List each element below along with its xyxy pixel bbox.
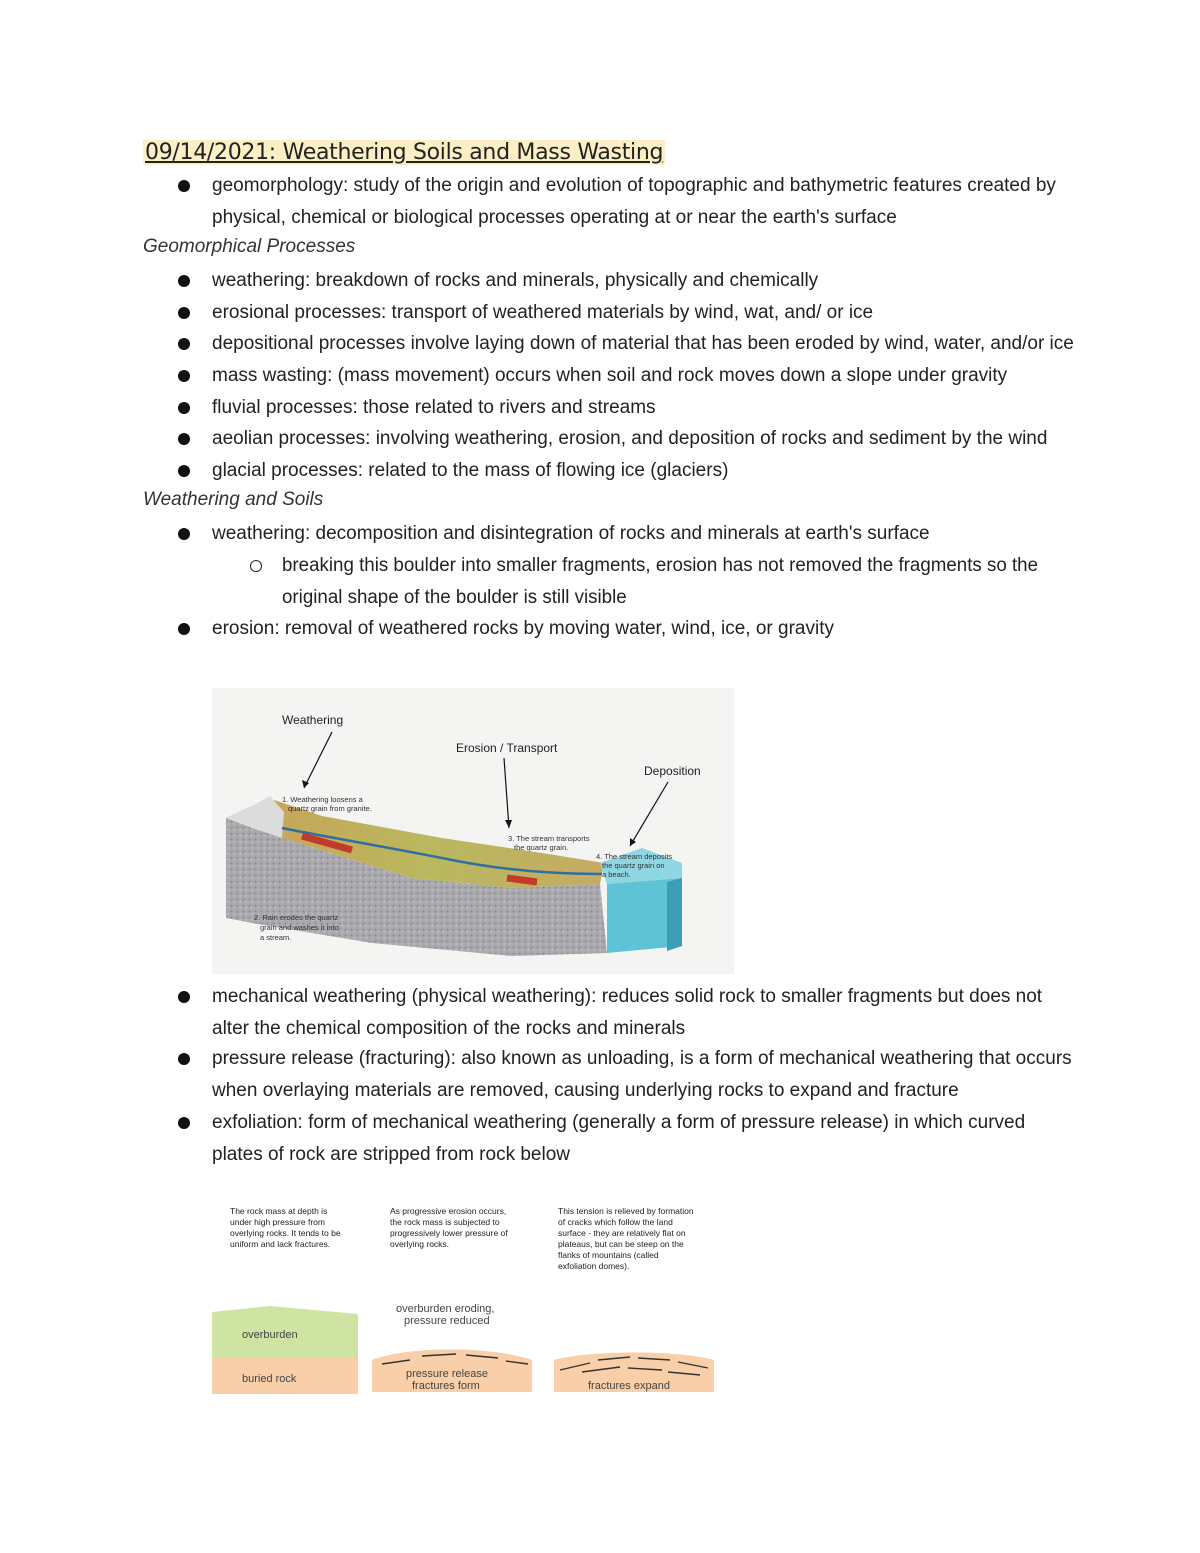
caption2-line1: As progressive erosion occurs, bbox=[390, 1206, 507, 1216]
bullet-text: glacial processes: related to the mass of flowing ice (glaciers) bbox=[212, 460, 729, 481]
sub-bullet-circle bbox=[250, 560, 262, 572]
caption1-line1: The rock mass at depth is bbox=[230, 1206, 328, 1216]
label-overburden-eroding-1: overburden eroding, bbox=[396, 1303, 495, 1315]
bullet-dot bbox=[178, 307, 190, 319]
step3-line1: 3. The stream transports bbox=[508, 834, 590, 843]
label-fractures-expand: fractures expand bbox=[588, 1380, 670, 1392]
step4-line1: 4. The stream deposits bbox=[596, 852, 673, 861]
bullet-dot bbox=[178, 465, 190, 477]
bullet-text-cont: alter the chemical composition of the rocks and minerals bbox=[212, 1018, 686, 1039]
label-weathering: Weathering bbox=[282, 713, 344, 727]
caption1-line4: uniform and lack fractures. bbox=[230, 1239, 331, 1249]
label-buried-rock: buried rock bbox=[242, 1373, 297, 1385]
caption3-line2: of cracks which follow the land bbox=[558, 1217, 673, 1227]
weathering-erosion-deposition-diagram bbox=[212, 688, 734, 974]
bullet-dot bbox=[178, 370, 190, 382]
bullet-text-cont: when overlaying materials are removed, causing underlying rocks to expand and fracture bbox=[212, 1080, 959, 1101]
step2-line3: a stream. bbox=[260, 933, 292, 942]
bullet-text: geomorphology: study of the origin and evolution of topographic and bathymetric features created by bbox=[212, 175, 1056, 196]
caption3-line5: flanks of mountains (called bbox=[558, 1250, 659, 1260]
bullet-text: exfoliation: form of mechanical weathering (generally a form of pressure release) in which curved bbox=[212, 1112, 1026, 1133]
bullet-text: aeolian processes: involving weathering, erosion, and deposition of rocks and sediment by the wind bbox=[212, 428, 1048, 449]
label-overburden-eroding-2: pressure reduced bbox=[404, 1315, 490, 1327]
bullet-text: fluvial processes: those related to rivers and streams bbox=[212, 397, 656, 418]
bullet-dot bbox=[178, 991, 190, 1003]
caption2-line4: overlying rocks. bbox=[390, 1239, 450, 1249]
bullet-text: mechanical weathering (physical weathering): reduces solid rock to smaller fragments but does not bbox=[212, 986, 1043, 1007]
bullet-dot bbox=[178, 402, 190, 414]
caption2-line2: the rock mass is subjected to bbox=[390, 1217, 500, 1227]
label-overburden: overburden bbox=[242, 1329, 298, 1341]
pressure-release-diagram bbox=[210, 1200, 720, 1398]
bullet-text-cont: physical, chemical or biological processes operating at or near the earth's surface bbox=[212, 207, 897, 228]
caption3-line1: This tension is relieved by formation bbox=[558, 1206, 694, 1216]
step1-line1: 1. Weathering loosens a bbox=[282, 795, 363, 804]
bullet-text: erosion: removal of weathered rocks by moving water, wind, ice, or gravity bbox=[212, 618, 834, 639]
caption3-line3: surface - they are relatively flat on bbox=[558, 1228, 686, 1238]
section-heading-geomorphical: Geomorphical Processes bbox=[143, 236, 356, 257]
bullet-dot bbox=[178, 275, 190, 287]
bullet-dot bbox=[178, 528, 190, 540]
bullet-text: mass wasting: (mass movement) occurs when soil and rock moves down a slope under gravity bbox=[212, 365, 1008, 386]
bullet-dot bbox=[178, 1117, 190, 1129]
label-pressure-release-2: fractures form bbox=[412, 1380, 480, 1392]
bullet-dot bbox=[178, 1053, 190, 1065]
label-erosion-transport: Erosion / Transport bbox=[456, 741, 558, 755]
grain-path-arrow-lower bbox=[507, 878, 537, 882]
label-pressure-release-1: pressure release bbox=[406, 1368, 488, 1380]
step3-line2: the quartz grain. bbox=[514, 843, 569, 852]
water-side bbox=[667, 878, 682, 951]
sub-bullet-text-cont: original shape of the boulder is still visible bbox=[282, 587, 627, 608]
sub-bullet-text: breaking this boulder into smaller fragments, erosion has not removed the fragments so the bbox=[282, 555, 1039, 576]
step1-line2: quartz grain from granite. bbox=[288, 804, 372, 813]
bullet-dot bbox=[178, 338, 190, 350]
bullet-text: erosional processes: transport of weathered materials by wind, wat, and/ or ice bbox=[212, 302, 874, 323]
section-heading-weathering: Weathering and Soils bbox=[143, 489, 324, 510]
caption2-line3: progressively lower pressure of bbox=[390, 1228, 508, 1238]
caption3-line4: plateaus, but can be steep on the bbox=[558, 1239, 684, 1249]
bullet-text: depositional processes involve laying down of material that has been eroded by wind, water, and/or ice bbox=[212, 333, 1074, 354]
caption1-line3: overlying rocks. It tends to be bbox=[230, 1228, 341, 1238]
bullet-dot bbox=[178, 180, 190, 192]
caption1-line2: under high pressure from bbox=[230, 1217, 325, 1227]
page-title: 09/14/2021: Weathering Soils and Mass Wasting bbox=[145, 140, 664, 165]
step4-line3: a beach. bbox=[602, 870, 631, 879]
bullet-dot bbox=[178, 433, 190, 445]
bullet-text: weathering: breakdown of rocks and minerals, physically and chemically bbox=[212, 270, 819, 291]
caption3-line6: exfoliation domes). bbox=[558, 1261, 630, 1271]
label-deposition: Deposition bbox=[644, 764, 701, 778]
step2-line2: grain and washes it into bbox=[260, 923, 339, 932]
bullet-text: weathering: decomposition and disintegration of rocks and minerals at earth's surface bbox=[212, 523, 930, 544]
step4-line2: the quartz grain on bbox=[602, 861, 665, 870]
step2-line1: 2. Rain erodes the quartz bbox=[254, 913, 339, 922]
bullet-dot bbox=[178, 623, 190, 635]
bullet-text-cont: plates of rock are stripped from rock below bbox=[212, 1144, 570, 1165]
bullet-text: pressure release (fracturing): also known as unloading, is a form of mechanical weathering that occurs bbox=[212, 1048, 1072, 1069]
